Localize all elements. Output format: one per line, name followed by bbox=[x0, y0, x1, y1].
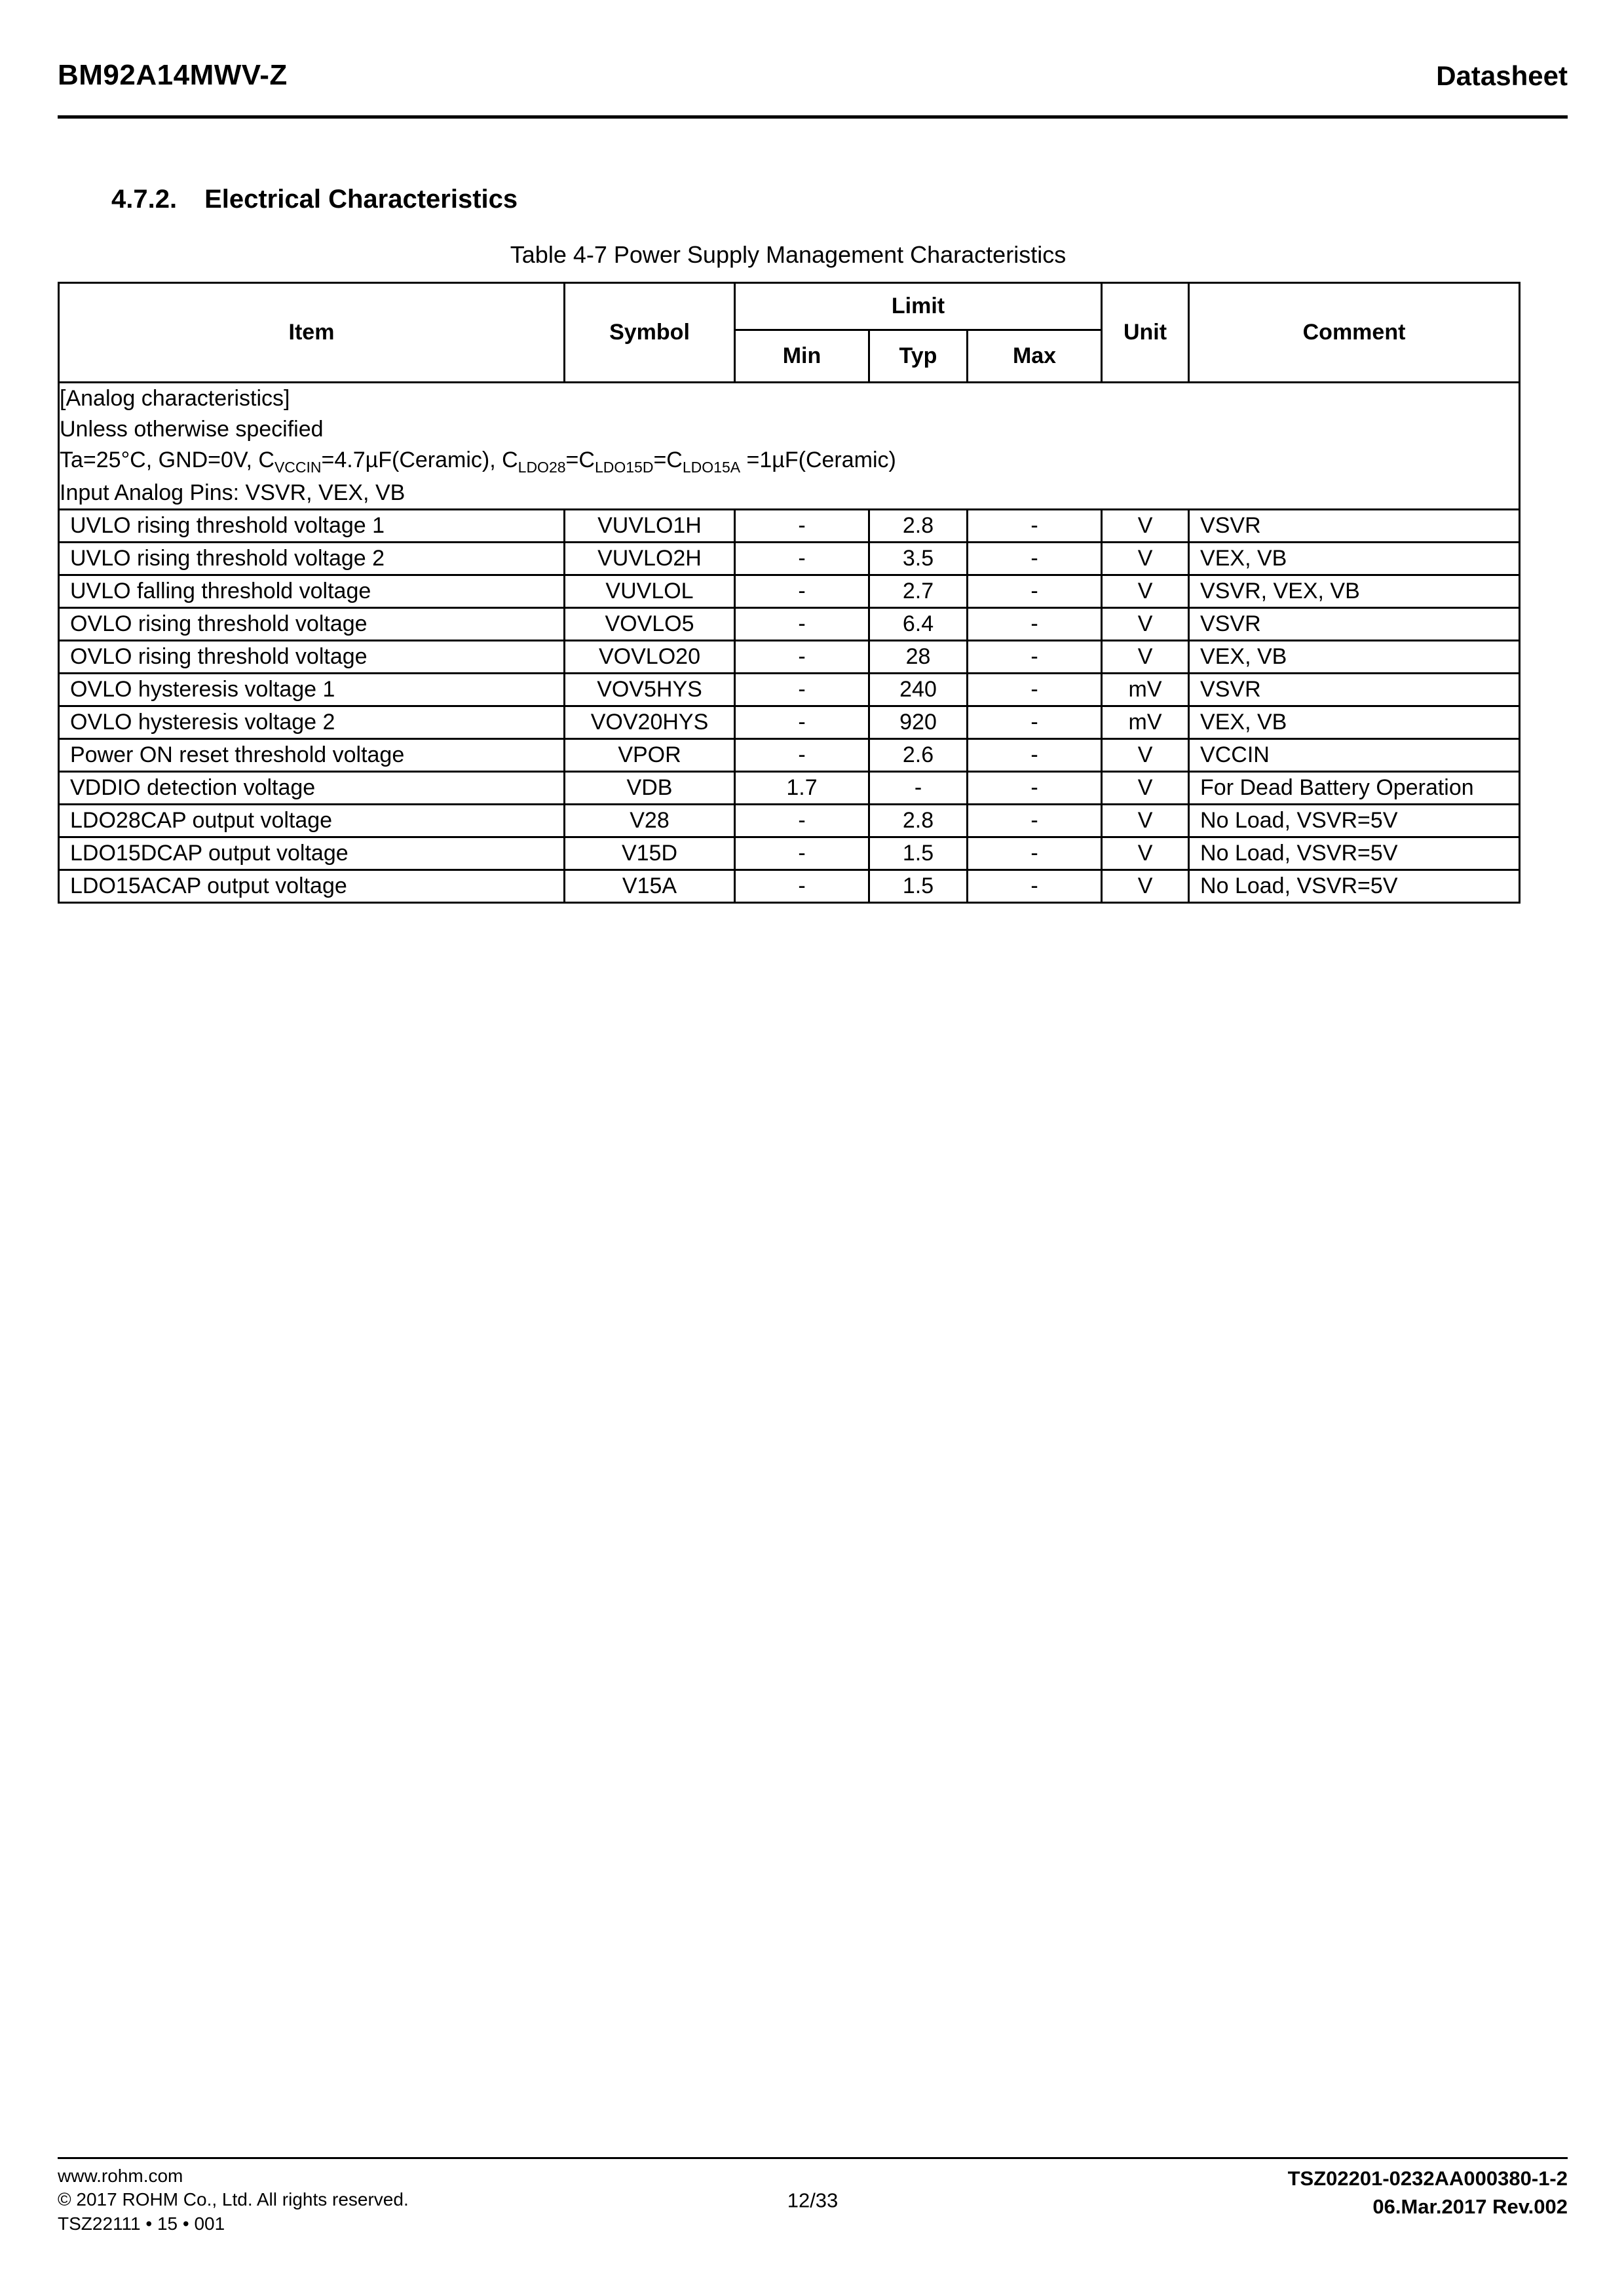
unit-cell: V bbox=[1102, 772, 1189, 805]
cond-text-4: =C bbox=[653, 447, 683, 472]
comment-cell: No Load, VSVR=5V bbox=[1189, 870, 1520, 903]
max-cell: - bbox=[968, 870, 1102, 903]
table-body bbox=[59, 383, 1520, 903]
header-limit: Limit bbox=[735, 283, 1102, 330]
min-cell: - bbox=[735, 510, 869, 543]
table-caption: Table 4-7 Power Supply Management Characteristics bbox=[510, 241, 1067, 268]
min-cell: - bbox=[735, 543, 869, 575]
footer-ref-number: TSZ02201-0232AA000380-1-2 bbox=[1287, 2166, 1568, 2190]
part-number: BM92A14MWV-Z bbox=[58, 59, 288, 91]
characteristics-table bbox=[58, 282, 1520, 904]
unit-cell: V bbox=[1102, 739, 1189, 772]
section-heading bbox=[111, 185, 518, 214]
unit-cell: V bbox=[1102, 641, 1189, 674]
cond-text-3: =C bbox=[565, 447, 595, 472]
condition-line-1: [Analog characteristics] bbox=[60, 386, 290, 411]
cond-text-2: =4.7µF(Ceramic), C bbox=[321, 447, 518, 472]
page-footer bbox=[58, 2157, 1568, 2236]
max-cell: - bbox=[968, 805, 1102, 837]
header-max: Max bbox=[968, 330, 1102, 383]
item-cell: LDO28CAP output voltage bbox=[59, 805, 565, 837]
cond-sub-vccin: VCCIN bbox=[274, 458, 322, 476]
symbol-cell: V28 bbox=[565, 805, 735, 837]
min-cell: - bbox=[735, 870, 869, 903]
page-number: 12/33 bbox=[787, 2189, 839, 2212]
unit-cell: V bbox=[1102, 837, 1189, 870]
item-cell: OVLO rising threshold voltage bbox=[59, 608, 565, 641]
unit-cell: V bbox=[1102, 805, 1189, 837]
symbol-cell: VUVLO1H bbox=[565, 510, 735, 543]
table-head bbox=[59, 283, 1520, 383]
condition-cell bbox=[59, 383, 1520, 510]
typ-cell: - bbox=[869, 772, 968, 805]
comment-cell: VEX, VB bbox=[1189, 543, 1520, 575]
cond-text-1: Ta=25°C, GND=0V, C bbox=[60, 447, 274, 472]
item-cell: OVLO hysteresis voltage 1 bbox=[59, 674, 565, 706]
max-cell: - bbox=[968, 837, 1102, 870]
condition-line-3 bbox=[60, 445, 1519, 478]
max-cell: - bbox=[968, 608, 1102, 641]
comment-cell: VCCIN bbox=[1189, 739, 1520, 772]
footer-website: www.rohm.com bbox=[58, 2165, 183, 2186]
unit-cell: V bbox=[1102, 543, 1189, 575]
unit-cell: mV bbox=[1102, 706, 1189, 739]
comment-cell: No Load, VSVR=5V bbox=[1189, 805, 1520, 837]
comment-cell: VSVR bbox=[1189, 674, 1520, 706]
min-cell: - bbox=[735, 739, 869, 772]
min-cell: - bbox=[735, 608, 869, 641]
section-number: 4.7.2. bbox=[111, 185, 178, 214]
max-cell: - bbox=[968, 739, 1102, 772]
table-row bbox=[59, 772, 1520, 805]
max-cell: - bbox=[968, 772, 1102, 805]
symbol-cell: V15D bbox=[565, 837, 735, 870]
symbol-cell: VOVLO5 bbox=[565, 608, 735, 641]
typ-cell: 2.6 bbox=[869, 739, 968, 772]
comment-cell: VSVR bbox=[1189, 510, 1520, 543]
typ-cell: 2.8 bbox=[869, 805, 968, 837]
item-cell: LDO15DCAP output voltage bbox=[59, 837, 565, 870]
typ-cell: 2.7 bbox=[869, 575, 968, 608]
max-cell: - bbox=[968, 543, 1102, 575]
document-type-label: Datasheet bbox=[1436, 60, 1568, 91]
header-unit: Unit bbox=[1102, 283, 1189, 383]
min-cell: - bbox=[735, 575, 869, 608]
condition-row bbox=[59, 383, 1520, 510]
unit-cell: V bbox=[1102, 575, 1189, 608]
item-cell: OVLO hysteresis voltage 2 bbox=[59, 706, 565, 739]
max-cell: - bbox=[968, 510, 1102, 543]
typ-cell: 1.5 bbox=[869, 837, 968, 870]
typ-cell: 240 bbox=[869, 674, 968, 706]
footer-left-block bbox=[58, 2164, 409, 2236]
unit-cell: V bbox=[1102, 870, 1189, 903]
cond-text-5: =1µF(Ceramic) bbox=[740, 447, 896, 472]
max-cell: - bbox=[968, 641, 1102, 674]
unit-cell: V bbox=[1102, 608, 1189, 641]
max-cell: - bbox=[968, 674, 1102, 706]
header-symbol: Symbol bbox=[565, 283, 735, 383]
symbol-cell: VUVLO2H bbox=[565, 543, 735, 575]
table-header-row-1 bbox=[59, 283, 1520, 330]
min-cell: - bbox=[735, 706, 869, 739]
item-cell: OVLO rising threshold voltage bbox=[59, 641, 565, 674]
symbol-cell: VUVLOL bbox=[565, 575, 735, 608]
table-row bbox=[59, 870, 1520, 903]
typ-cell: 1.5 bbox=[869, 870, 968, 903]
typ-cell: 3.5 bbox=[869, 543, 968, 575]
cond-sub-ldo15a: LDO15A bbox=[682, 458, 741, 476]
condition-line-2: Unless otherwise specified bbox=[60, 416, 324, 442]
header-rule bbox=[58, 115, 1568, 119]
item-cell: UVLO rising threshold voltage 2 bbox=[59, 543, 565, 575]
table-row bbox=[59, 575, 1520, 608]
symbol-cell: VDB bbox=[565, 772, 735, 805]
footer-copyright: © 2017 ROHM Co., Ltd. All rights reserved. bbox=[58, 2189, 409, 2210]
table-row bbox=[59, 608, 1520, 641]
comment-cell: For Dead Battery Operation bbox=[1189, 772, 1520, 805]
comment-cell: No Load, VSVR=5V bbox=[1189, 837, 1520, 870]
header-min: Min bbox=[735, 330, 869, 383]
table-row bbox=[59, 739, 1520, 772]
typ-cell: 28 bbox=[869, 641, 968, 674]
comment-cell: VEX, VB bbox=[1189, 641, 1520, 674]
cond-sub-ldo28: LDO28 bbox=[518, 458, 566, 476]
table-row bbox=[59, 805, 1520, 837]
unit-cell: V bbox=[1102, 510, 1189, 543]
table-row bbox=[59, 706, 1520, 739]
min-cell: - bbox=[735, 641, 869, 674]
min-cell: 1.7 bbox=[735, 772, 869, 805]
section-title: Electrical Characteristics bbox=[204, 185, 518, 214]
typ-cell: 2.8 bbox=[869, 510, 968, 543]
header-typ: Typ bbox=[869, 330, 968, 383]
cond-sub-ldo15d: LDO15D bbox=[594, 458, 654, 476]
min-cell: - bbox=[735, 837, 869, 870]
symbol-cell: V15A bbox=[565, 870, 735, 903]
item-cell: Power ON reset threshold voltage bbox=[59, 739, 565, 772]
item-cell: UVLO rising threshold voltage 1 bbox=[59, 510, 565, 543]
condition-line-4: Input Analog Pins: VSVR, VEX, VB bbox=[60, 480, 406, 506]
symbol-cell: VOV20HYS bbox=[565, 706, 735, 739]
footer-revision: 06.Mar.2017 Rev.002 bbox=[1372, 2195, 1568, 2219]
footer-right-block bbox=[1288, 2164, 1568, 2221]
table-row bbox=[59, 641, 1520, 674]
header-comment: Comment bbox=[1189, 283, 1520, 383]
page-header bbox=[58, 59, 1568, 92]
symbol-cell: VOVLO20 bbox=[565, 641, 735, 674]
max-cell: - bbox=[968, 706, 1102, 739]
min-cell: - bbox=[735, 674, 869, 706]
header-item: Item bbox=[59, 283, 565, 383]
max-cell: - bbox=[968, 575, 1102, 608]
footer-doc-code: TSZ22111 • 15 • 001 bbox=[58, 2213, 225, 2234]
table-row bbox=[59, 510, 1520, 543]
table-row bbox=[59, 674, 1520, 706]
table-row bbox=[59, 837, 1520, 870]
unit-cell: mV bbox=[1102, 674, 1189, 706]
item-cell: VDDIO detection voltage bbox=[59, 772, 565, 805]
symbol-cell: VOV5HYS bbox=[565, 674, 735, 706]
comment-cell: VSVR bbox=[1189, 608, 1520, 641]
typ-cell: 6.4 bbox=[869, 608, 968, 641]
item-cell: UVLO falling threshold voltage bbox=[59, 575, 565, 608]
item-cell: LDO15ACAP output voltage bbox=[59, 870, 565, 903]
symbol-cell: VPOR bbox=[565, 739, 735, 772]
min-cell: - bbox=[735, 805, 869, 837]
typ-cell: 920 bbox=[869, 706, 968, 739]
comment-cell: VEX, VB bbox=[1189, 706, 1520, 739]
comment-cell: VSVR, VEX, VB bbox=[1189, 575, 1520, 608]
table-row bbox=[59, 543, 1520, 575]
